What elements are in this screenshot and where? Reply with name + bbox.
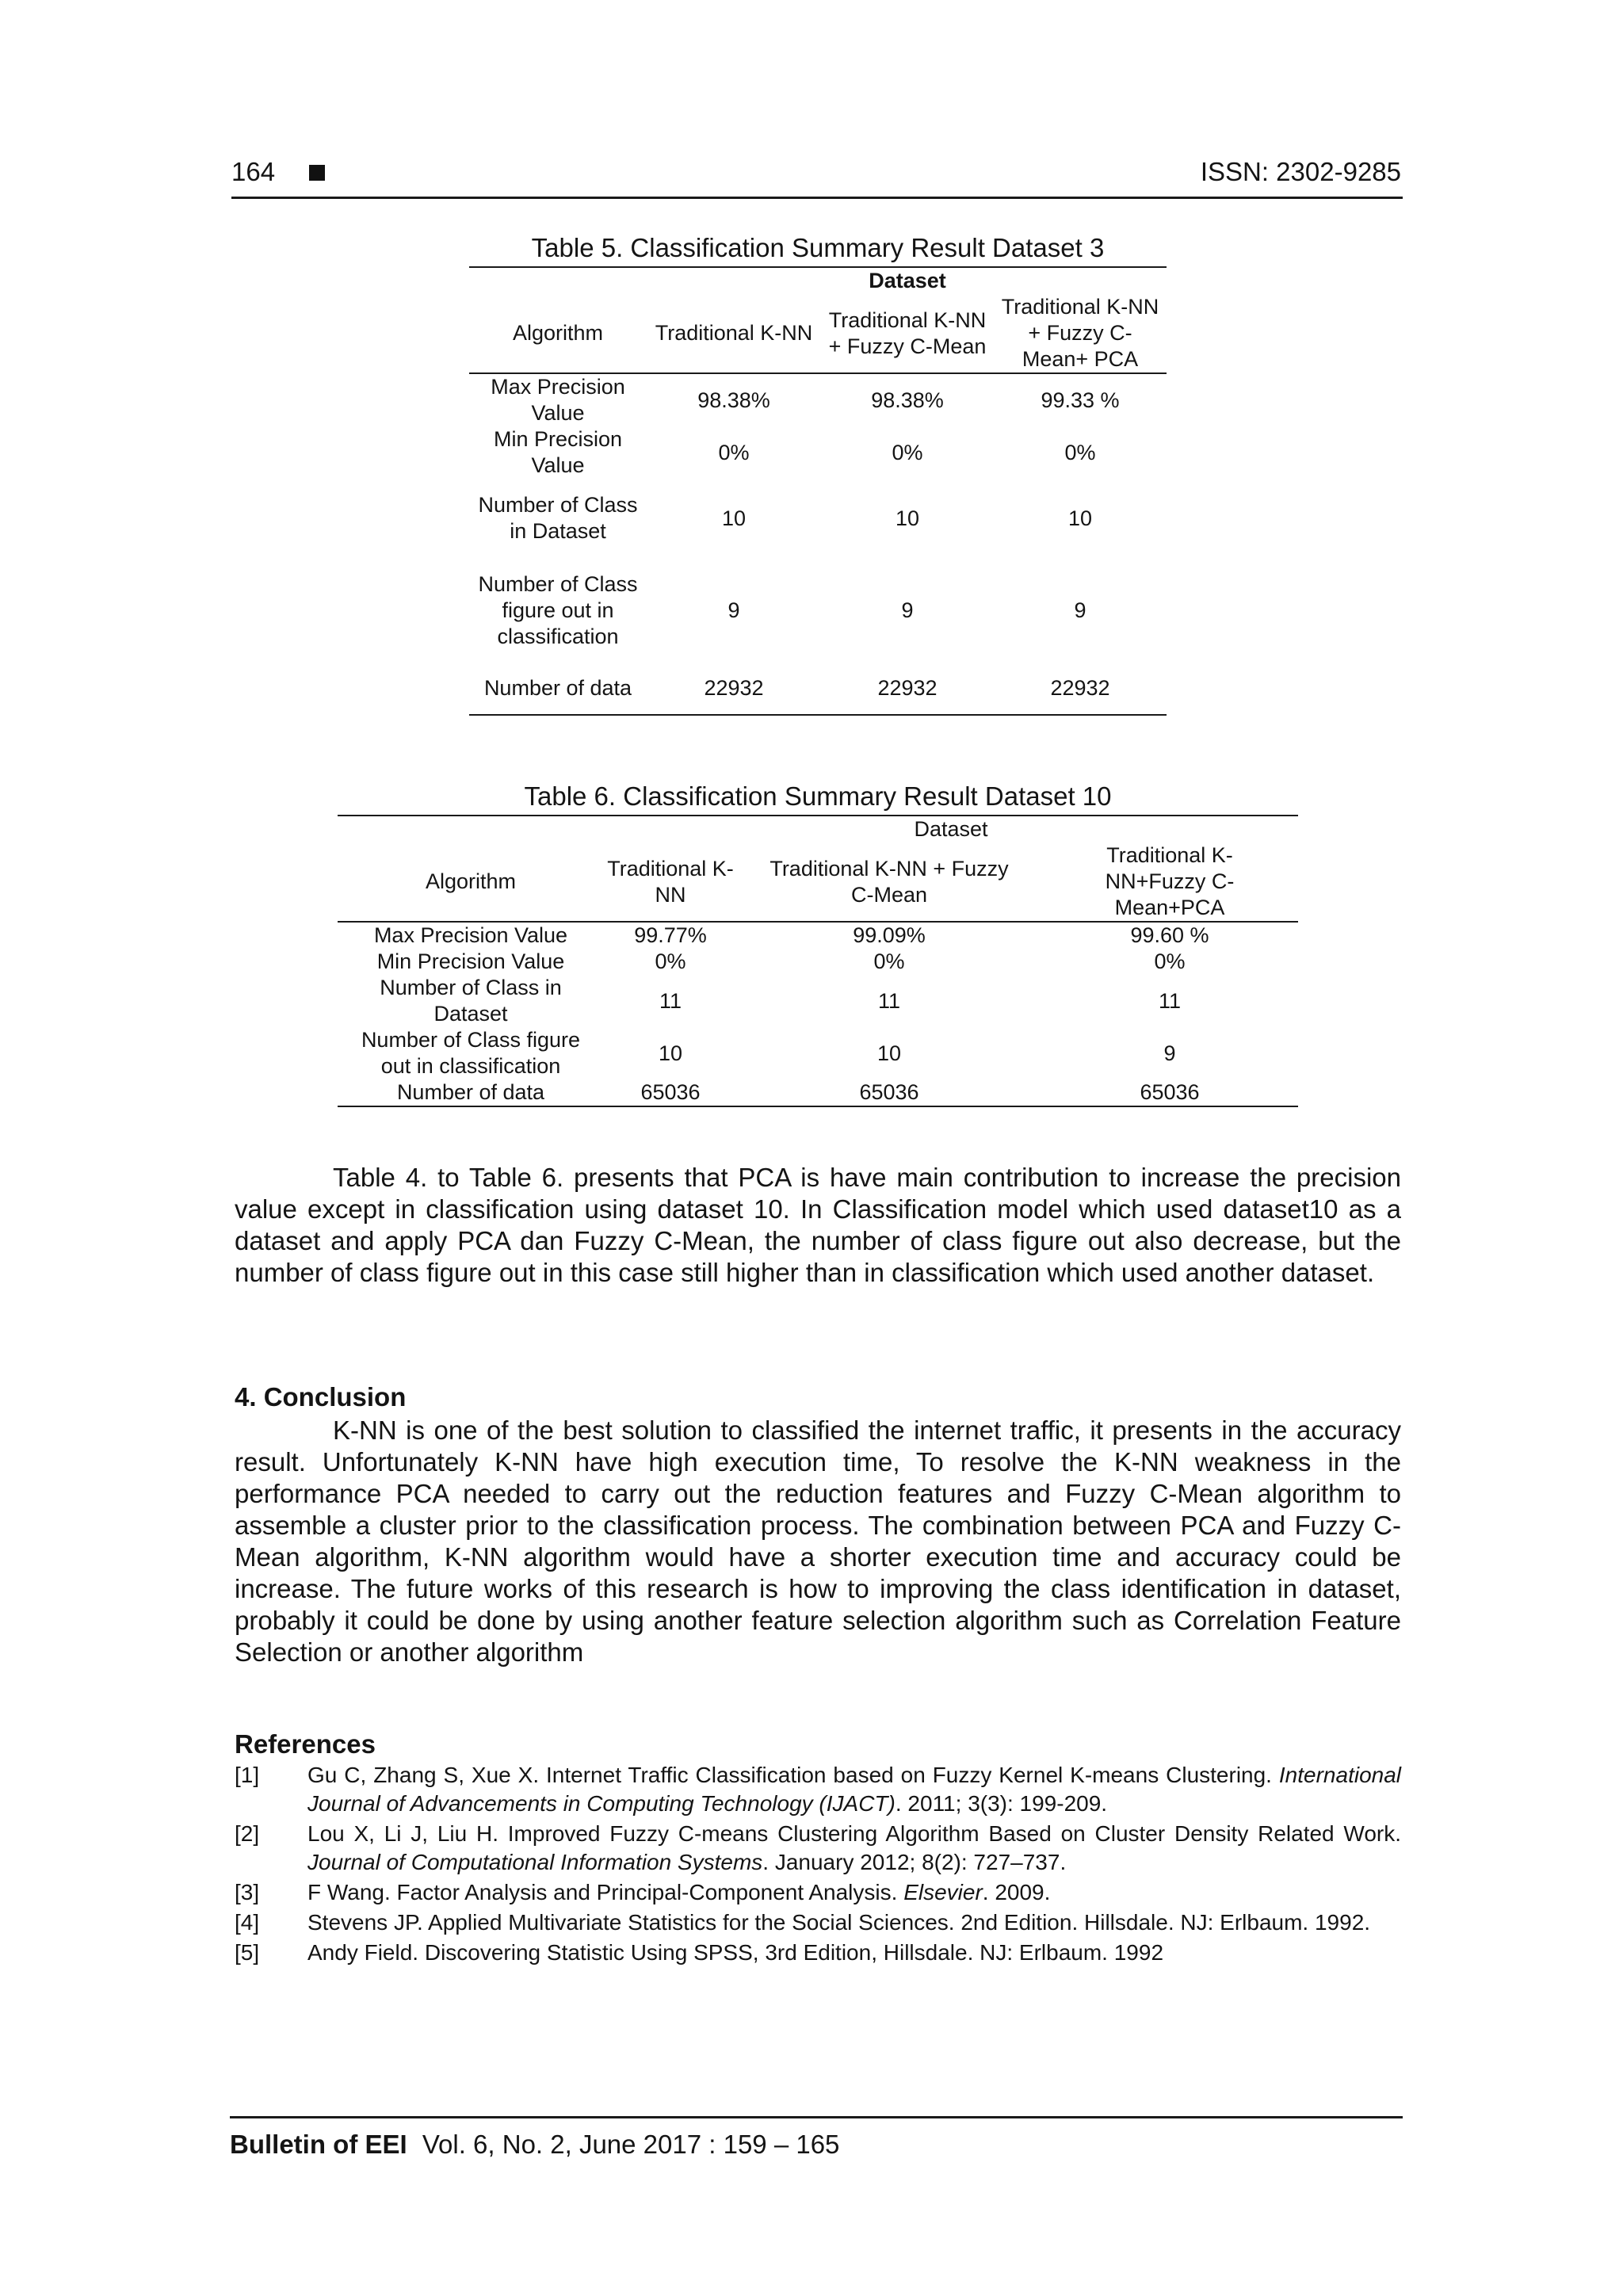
table-row	[338, 1079, 1298, 1106]
table5-cell: 99.33 %	[1041, 388, 1120, 412]
table-row	[469, 663, 1167, 715]
reference-number: [1]	[235, 1763, 260, 1787]
table6-cell: 99.77%	[634, 923, 707, 947]
reference-item	[235, 1761, 1401, 1818]
table5-cell: 0%	[892, 440, 923, 464]
table5-cell: 98.38%	[697, 388, 770, 412]
table6-empty-corner	[338, 816, 604, 842]
table-row	[469, 479, 1167, 558]
footer-journal: Bulletin of EEI	[230, 2130, 407, 2159]
table5-cell: 0%	[718, 440, 750, 464]
table6-cell: 10	[658, 1041, 683, 1065]
table6-cell: 0%	[655, 949, 686, 973]
table-row	[338, 1027, 1298, 1079]
table5-empty-corner-3	[994, 267, 1167, 294]
table5-col-header: Algorithm	[469, 294, 647, 373]
table6	[338, 815, 1298, 1107]
reference-journal: Elsevier	[903, 1880, 983, 1904]
table5-group-header: Dataset	[821, 267, 994, 294]
table6-cell: 99.09%	[853, 923, 926, 947]
square-bullet-icon	[309, 165, 325, 181]
table5-cell: Number of Class figure out in classification	[478, 571, 638, 648]
running-footer	[230, 2116, 1403, 2160]
table6-cell: 65036	[737, 1079, 1041, 1106]
running-header	[231, 152, 1403, 199]
table6-cell: 65036	[604, 1079, 737, 1106]
table5-cell: 9	[901, 598, 914, 622]
reference-text-part: . 2011; 3(3): 199-209.	[895, 1791, 1108, 1816]
table5-empty-corner-2	[647, 267, 821, 294]
table6-col-header: Traditional K-NN + Fuzzy C-Mean	[737, 842, 1041, 922]
table-row	[338, 949, 1298, 975]
reference-text-part: Lou X, Li J, Liu H. Improved Fuzzy C-means Clustering Algorithm Based on Cluster Density Related Work.	[307, 1821, 1401, 1846]
reference-number: [4]	[235, 1910, 260, 1935]
reference-text	[307, 1878, 1401, 1907]
table5-col-header: Traditional K-NN + Fuzzy C-Mean+ PCA	[994, 294, 1167, 373]
reference-item	[235, 1820, 1401, 1877]
table6-cell: 10	[876, 1041, 902, 1065]
reference-list	[235, 1761, 1401, 1969]
table5-col-header: Traditional K-NN + Fuzzy C-Mean	[821, 294, 994, 373]
conclusion-paragraph: K-NN is one of the best solution to classified the internet traffic, it presents in the accuracy result. Unfortunately K-NN have high execution time, To resolve the K-NN weakness in the performance PCA needed to carry out the reduction features and Fuzzy C-Mean algorithm to assemble a cluster prior to the classification process. The combination between PCA and Fuzzy C-Mean algorithm, K-NN algorithm would have a shorter execution time and accuracy could be increase. The future works of this research is how to improving the class identification in dataset, probably it could be done by using another feature selection algorithm such as Correlation Feature Selection or another algorithm	[235, 1415, 1401, 1667]
reference-item	[235, 1939, 1401, 1967]
table6-cell: Number of Class figure out in classification	[361, 1028, 581, 1078]
table6-cell: 11	[659, 988, 682, 1013]
table-row	[469, 426, 1167, 479]
reference-text-part: F Wang. Factor Analysis and Principal-Component Analysis.	[307, 1880, 904, 1904]
table5-empty-corner	[469, 267, 647, 294]
reference-number: [3]	[235, 1880, 260, 1904]
reference-item	[235, 1878, 1401, 1907]
page-number: 164	[231, 157, 276, 186]
table-row	[469, 373, 1167, 426]
table6-col-header: Traditional K-NN+Fuzzy C-Mean+PCA	[1041, 842, 1298, 922]
table6-cell: 99.60 %	[1130, 923, 1209, 947]
table5-cell: Number of Class in Dataset	[478, 493, 638, 543]
reference-number: [2]	[235, 1821, 260, 1846]
table-row	[338, 922, 1298, 949]
table6-cell: 11	[1158, 988, 1182, 1013]
reference-text-part: Andy Field. Discovering Statistic Using SPSS, 3rd Edition, Hillsdale. NJ: Erlbaum. 1992	[307, 1940, 1164, 1965]
table5-cell: 22932	[821, 663, 994, 715]
table6-cell: 0%	[873, 949, 905, 973]
reference-text	[307, 1939, 1401, 1967]
table5-cell: 22932	[647, 663, 821, 715]
table6-cell: 0%	[1154, 949, 1186, 973]
table6-cell: 11	[877, 988, 901, 1013]
table5-caption: Table 5. Classification Summary Result Dataset 3	[531, 233, 1105, 262]
reference-text-part: . 2009.	[982, 1880, 1051, 1904]
table6-cell: Max Precision Value	[373, 923, 568, 947]
table6-cell: Min Precision Value	[376, 949, 565, 973]
table5-cell: 9	[727, 598, 740, 622]
reference-item	[235, 1908, 1401, 1937]
reference-text-part: Gu C, Zhang S, Xue X. Internet Traffic Classification based on Fuzzy Kernel K-means Clustering.	[307, 1763, 1279, 1787]
table6-cell: 9	[1163, 1041, 1176, 1065]
table5-cell: 10	[1067, 506, 1093, 530]
table6-group-header: Dataset	[604, 816, 1298, 842]
table5-col-header: Traditional K-NN	[647, 294, 821, 373]
table6-col-header: Algorithm	[338, 842, 604, 922]
table6-caption: Table 6. Classification Summary Result Dataset 10	[524, 781, 1112, 811]
table5-cell: Min Precision Value	[493, 427, 623, 477]
table5-cell: 10	[721, 506, 747, 530]
table5-cell: 0%	[1064, 440, 1096, 464]
reference-text	[307, 1820, 1401, 1877]
reference-text	[307, 1908, 1401, 1937]
reference-number: [5]	[235, 1940, 260, 1965]
table5	[469, 266, 1167, 716]
table5-cell: 10	[895, 506, 920, 530]
reference-journal: International Journal of Advancements in Computing Technology (IJACT)	[307, 1763, 1401, 1816]
reference-text	[307, 1761, 1401, 1818]
reference-text-part: . January 2012; 8(2): 727–737.	[762, 1850, 1067, 1874]
table6-col-header: Traditional K-NN	[604, 842, 737, 922]
table5-cell: Number of data	[469, 663, 647, 715]
reference-journal: Journal of Computational Information Systems	[307, 1850, 763, 1874]
table6-cell: Number of Class in Dataset	[380, 976, 562, 1026]
table-row	[338, 975, 1298, 1027]
reference-text-part: Stevens JP. Applied Multivariate Statistics for the Social Sciences. 2nd Edition. Hillsdale. NJ: Erlbaum. 1992.	[307, 1910, 1371, 1935]
footer-details: Vol. 6, No. 2, June 2017 : 159 – 165	[422, 2130, 840, 2159]
table5-cell: 9	[1074, 598, 1086, 622]
table6-cell: Number of data	[338, 1079, 604, 1106]
table6-cell: 65036	[1041, 1079, 1298, 1106]
discussion-paragraph: Table 4. to Table 6. presents that PCA is have main contribution to increase the precision value except in classification using dataset 10. In Classification model which used dataset10 as a dataset and apply PCA dan Fuzzy C-Mean, the number of class figure out also decrease, but the number of class figure out in this case still higher than in classification which used another dataset.	[235, 1163, 1401, 1287]
table5-cell: 98.38%	[871, 388, 944, 412]
table-row	[469, 558, 1167, 663]
table5-cell: Max Precision Value	[491, 375, 625, 425]
table5-cell: 22932	[994, 663, 1167, 715]
issn: ISSN: 2302-9285	[1200, 157, 1401, 186]
section-heading-references: References	[235, 1729, 376, 1759]
section-heading-conclusion: 4. Conclusion	[235, 1382, 407, 1412]
